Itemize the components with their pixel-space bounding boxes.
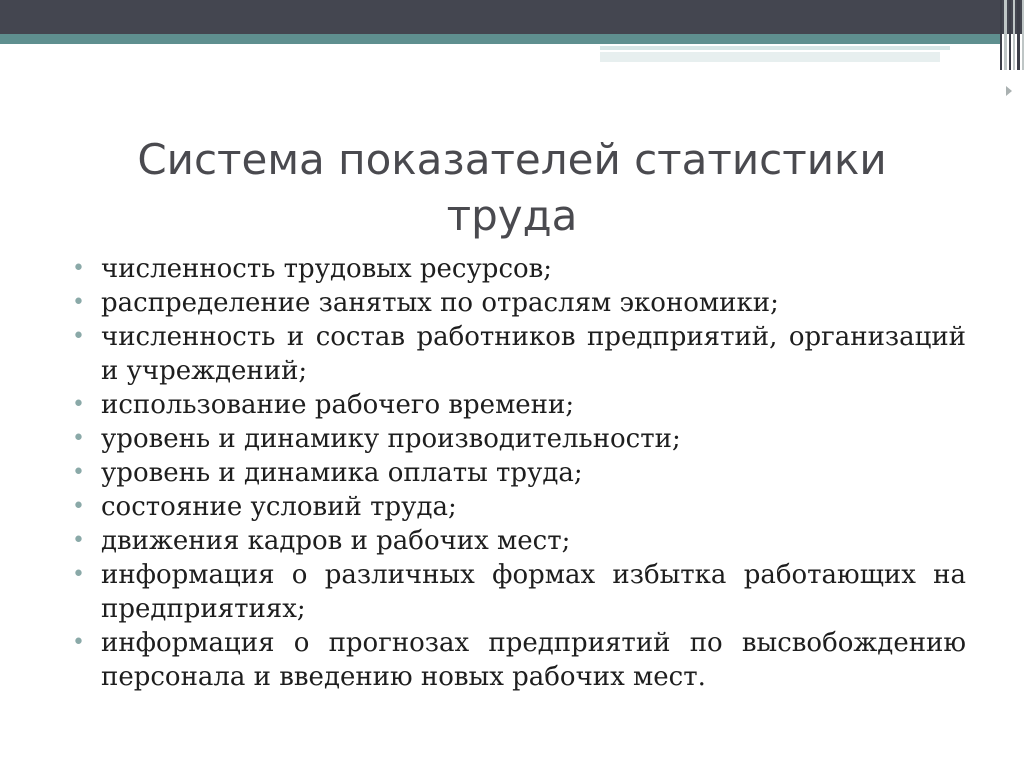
bullet-item: • численность трудовых ресурсов; [72, 252, 966, 286]
title-line: Система показателей статистики [137, 135, 887, 184]
bullet-item: • информация о различных формах избытка работающих на предприятиях; [72, 558, 966, 626]
accent-line [600, 52, 940, 62]
bullet-item: • движения кадров и рабочих мест; [72, 524, 966, 558]
bullet-item: • распределение занятых по отраслям экономики; [72, 286, 966, 320]
bullet-item: • уровень и динамика оплаты труда; [72, 456, 966, 490]
triangle-marker-icon [1006, 86, 1012, 96]
slide-title [60, 132, 964, 244]
header-band [0, 0, 1024, 34]
decorative-bars [1000, 0, 1024, 70]
bullet-item: • уровень и динамику производительности; [72, 422, 966, 456]
bullet-item: • численность и состав работников предприятий, организаций и учреждений; [72, 320, 966, 388]
bullet-list [72, 252, 966, 694]
bullet-item: • информация о прогнозах предприятий по высвобождению персонала и введению новых рабочих мест. [72, 626, 966, 694]
accent-line [600, 46, 950, 50]
bullet-item: • использование рабочего времени; [72, 388, 966, 422]
title-line: труда [446, 191, 578, 240]
bullet-item: • состояние условий труда; [72, 490, 966, 524]
accent-strip [0, 34, 1000, 44]
